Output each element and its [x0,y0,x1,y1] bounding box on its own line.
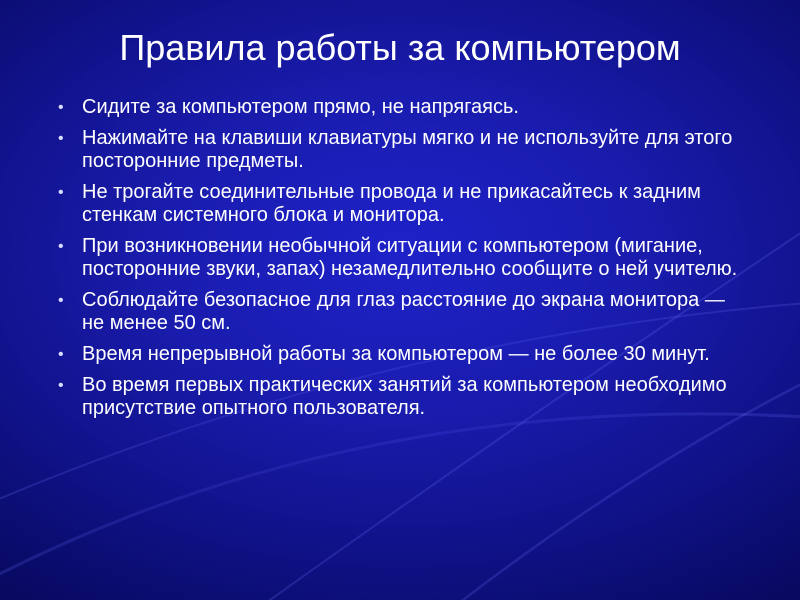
list-item [58,374,748,420]
list-item-text: Время непрерывной работы за компьютером — не более 30 минут. [82,343,710,365]
list-item-text: Не трогайте соединительные провода и не прикасайтесь к задним стенкам системного блока и монитора. [82,181,701,226]
list-item [58,343,748,366]
list-item-text: Нажимайте на клавиши клавиатуры мягко и не используйте для этого посторонние предметы. [82,127,733,172]
bullet-icon: • [58,238,64,255]
list-item-text: Сидите за компьютером прямо, не напрягаясь. [82,96,519,118]
list-item-text: Во время первых практических занятий за компьютером необходимо присутствие опытного пользователя. [82,374,727,419]
bullet-icon: • [58,99,64,116]
bullet-icon: • [58,377,64,394]
list-item-text: Соблюдайте безопасное для глаз расстояние до экрана монитора — не менее 50 см. [82,289,725,334]
slide-title: Правила работы за компьютером [119,27,681,68]
list-item-text: При возникновении необычной ситуации с компьютером (мигание, посторонние звуки, запах) незамедлительно сообщите о ней учителю. [82,235,738,280]
bullet-icon: • [58,346,64,363]
list-item [58,289,748,335]
list-item [58,96,748,119]
bullet-icon: • [58,184,64,201]
list-item [58,181,748,227]
bullet-icon: • [58,292,64,309]
list-item [58,127,748,173]
bullet-list [58,96,748,428]
bullet-icon: • [58,130,64,147]
list-item [58,235,748,281]
